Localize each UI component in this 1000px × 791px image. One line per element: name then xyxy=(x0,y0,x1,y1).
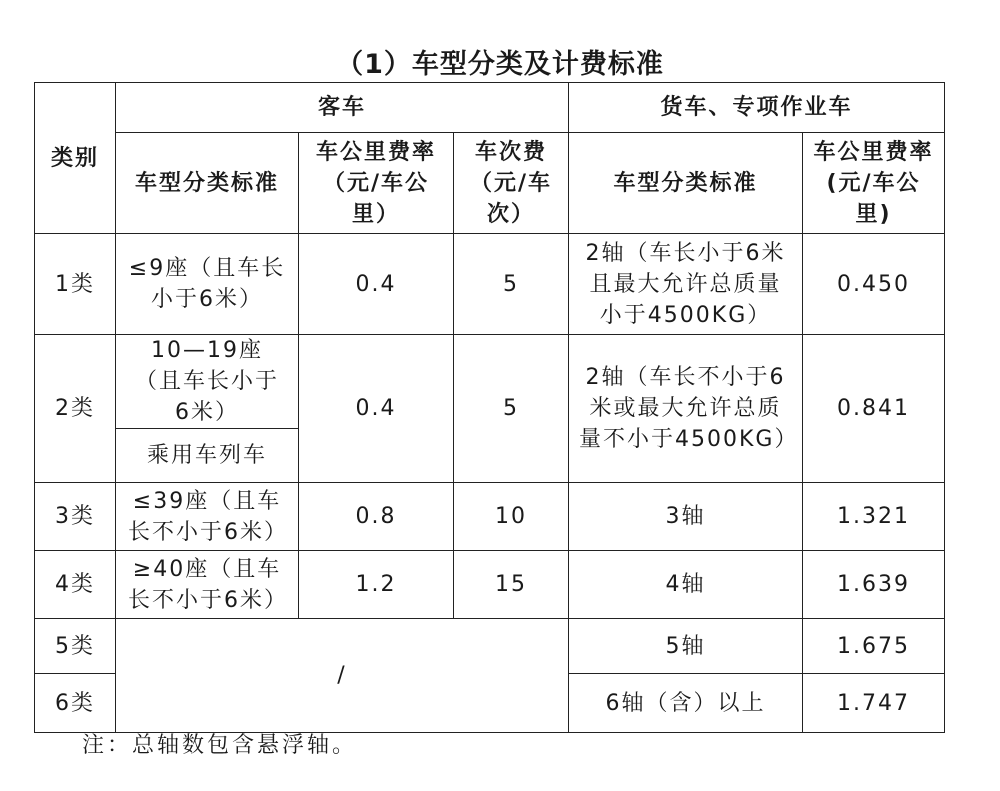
table-row xyxy=(35,551,945,619)
freight-km-rate: 1.675 xyxy=(803,619,945,674)
header-p-standard: 车型分类标准 xyxy=(116,133,299,234)
table-title: （1）车型分类及计费标准 xyxy=(336,49,664,80)
passenger-km-rate: 1.2 xyxy=(299,551,454,619)
row-category: 1类 xyxy=(35,234,116,335)
freight-standard: 3轴 xyxy=(569,483,803,551)
passenger-km-rate: 0.4 xyxy=(299,234,454,335)
row-category: 5类 xyxy=(35,619,116,674)
header-p-trip-fee: 车次费（元/车次） xyxy=(454,133,569,234)
passenger-trip-fee: 15 xyxy=(454,551,569,619)
freight-standard: 5轴 xyxy=(569,619,803,674)
passenger-trip-fee: 5 xyxy=(454,335,569,483)
passenger-km-rate: 0.4 xyxy=(299,335,454,483)
table-row xyxy=(35,619,945,674)
header-p-km-rate: 车公里费率（元/车公里） xyxy=(299,133,454,234)
footnote: 注：总轴数包含悬浮轴。 xyxy=(82,733,358,758)
freight-standard: 4轴 xyxy=(569,551,803,619)
freight-standard: 6轴（含）以上 xyxy=(569,674,803,733)
passenger-standard-extra: 乘用车列车 xyxy=(116,429,299,483)
freight-km-rate: 0.450 xyxy=(803,234,945,335)
passenger-standard: ≤9座（且车长小于6米） xyxy=(116,234,299,335)
passenger-standard: ≥40座（且车长不小于6米） xyxy=(116,551,299,619)
header-category: 类别 xyxy=(35,83,116,234)
passenger-trip-fee: 10 xyxy=(454,483,569,551)
passenger-km-rate: 0.8 xyxy=(299,483,454,551)
table-row xyxy=(35,335,945,429)
passenger-standard: 10—19座（且车长小于6米） xyxy=(116,335,299,429)
freight-km-rate: 1.747 xyxy=(803,674,945,733)
freight-standard: 2轴（车长不小于6米或最大允许总质量不小于4500KG） xyxy=(569,335,803,483)
toll-fee-table xyxy=(34,82,945,733)
freight-km-rate: 0.841 xyxy=(803,335,945,483)
freight-km-rate: 1.321 xyxy=(803,483,945,551)
row-category: 6类 xyxy=(35,674,116,733)
header-f-standard: 车型分类标准 xyxy=(569,133,803,234)
header-row-2 xyxy=(35,133,945,234)
passenger-trip-fee: 5 xyxy=(454,234,569,335)
header-row-1 xyxy=(35,83,945,133)
header-freight: 货车、专项作业车 xyxy=(569,83,945,133)
passenger-standard: ≤39座（且车长不小于6米） xyxy=(116,483,299,551)
row-category: 4类 xyxy=(35,551,116,619)
row-category: 2类 xyxy=(35,335,116,483)
passenger-not-applicable: / xyxy=(116,619,569,733)
freight-km-rate: 1.639 xyxy=(803,551,945,619)
header-passenger: 客车 xyxy=(116,83,569,133)
table-row xyxy=(35,234,945,335)
header-f-km-rate: 车公里费率(元/车公里) xyxy=(803,133,945,234)
table-row xyxy=(35,483,945,551)
row-category: 3类 xyxy=(35,483,116,551)
freight-standard: 2轴（车长小于6米且最大允许总质量小于4500KG） xyxy=(569,234,803,335)
